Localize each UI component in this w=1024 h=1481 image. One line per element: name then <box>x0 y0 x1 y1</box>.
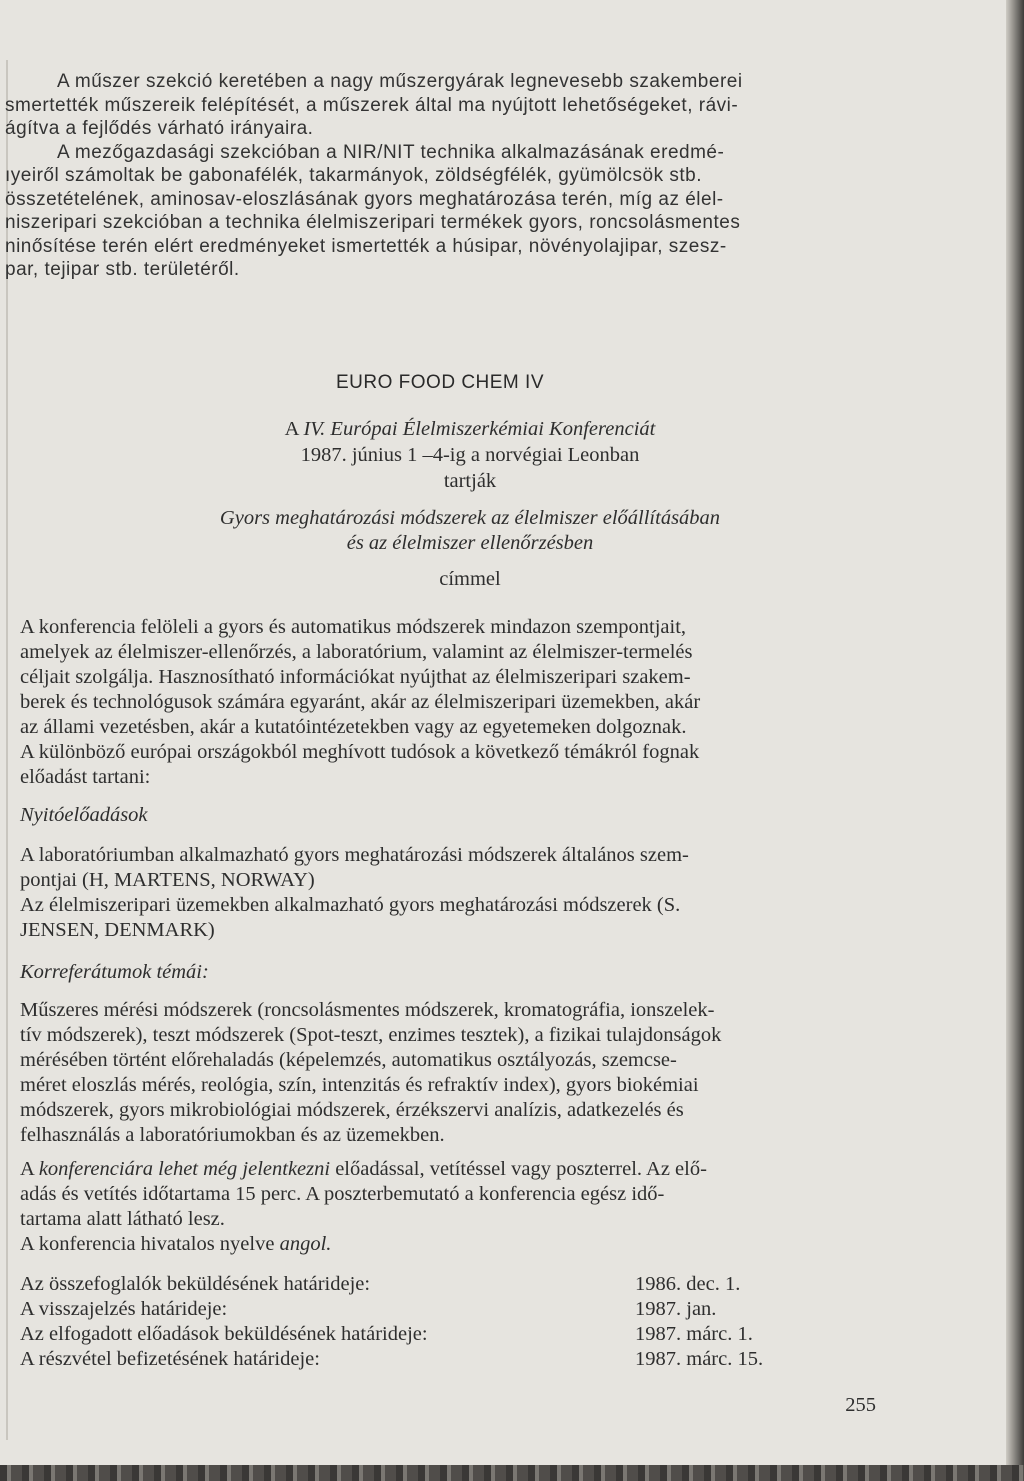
opening-line: JENSEN, DENMARK) <box>20 919 215 941</box>
section-heading: EURO FOOD CHEM IV <box>335 372 544 393</box>
announcement-prefix: A <box>284 418 304 440</box>
opening-list <box>20 843 878 943</box>
intro-line: A mezőgazdasági szekcióban a NIR/NIT technika alkalmazásának eredmé- <box>57 141 725 163</box>
intro-line: smertették műszereik felépítését, a műszerek által ma nyújtott lehetőségeket, rávi- <box>5 94 739 116</box>
opening-heading: Nyitóelőadások <box>20 804 148 826</box>
registration-line <box>20 1157 878 1182</box>
page-number: 255 <box>845 1394 876 1416</box>
language-prefix: A konferencia hivatalos nyelve <box>20 1233 280 1255</box>
intro-line: par, tejipar stb. területéről. <box>5 259 240 280</box>
deadline-date: 1987. márc. 15. <box>635 1348 764 1370</box>
page-binding-shadow <box>1006 0 1024 1481</box>
intro-line: ágítva a fejlődés várható irányaira. <box>5 118 314 139</box>
announcement-line-3: tartják <box>443 470 497 492</box>
registration-rest: előadással, vetítéssel vagy poszterrel. Az elő- <box>330 1158 707 1180</box>
topics-line: tív módszerek), teszt módszerek (Spot-teszt, enzimes tesztek), a fizikai tulajdonságok <box>20 1024 722 1046</box>
intro-line: niszeripari szekcióban a technika élelmiszeripari termékek gyors, roncsolásmentes <box>5 212 741 233</box>
announcement-line-2: 1987. június 1 –4-ig a norvégiai Leonban <box>300 444 640 466</box>
registration-paragraph <box>20 1157 878 1257</box>
announcement-line-4: címmel <box>439 568 501 590</box>
announcement-line-1 <box>60 417 880 442</box>
body-line: előadást tartani: <box>20 766 151 788</box>
intro-line: összetételének, aminosav-eloszlásának gyors meghatározása terén, míg az élel- <box>5 188 724 210</box>
conference-title-line-1: Gyors meghatározási módszerek az élelmiszer előállításában <box>219 507 721 529</box>
topics-line: módszerek, gyors mikrobiológiai módszerek, érzékszervi analízis, adatkezelés és <box>20 1099 684 1121</box>
deadline-row <box>20 1322 880 1347</box>
body-line: A különböző európai országokból meghívott tudósok a következő témákról fognak <box>20 741 700 763</box>
conference-name: IV. Európai Élelmiszerkémiai Konferenciát <box>303 418 656 440</box>
body-line: berek és technológusok számára egyaránt, akár az élelmiszeripari üzemekben, akár <box>20 691 701 713</box>
topics-paragraph <box>20 998 878 1148</box>
topics-line: Műszeres mérési módszerek (roncsolásmentes módszerek, kromatográfia, ionszelek- <box>20 999 715 1021</box>
deadline-row <box>20 1297 880 1322</box>
opening-line: pontjai (H, MARTENS, NORWAY) <box>20 869 315 891</box>
deadline-row <box>20 1347 880 1372</box>
conference-title-line-2: és az élelmiszer ellenőrzésben <box>346 532 594 554</box>
body-line: A konferencia felöleli a gyors és automatikus módszerek mindazon szempontjait, <box>20 616 687 638</box>
registration-prefix: A <box>20 1158 39 1180</box>
topics-line: mérésében történt előrehaladás (képelemzés, automatikus osztályozás, szemcse- <box>20 1049 677 1071</box>
deadline-label: A részvétel befizetésének határideje: <box>20 1348 320 1370</box>
deadline-label: A visszajelzés határideje: <box>20 1298 228 1320</box>
deadline-date: 1986. dec. 1. <box>635 1273 741 1295</box>
deadline-date: 1987. márc. 1. <box>635 1323 753 1345</box>
intro-line: ıyeiről számoltak be gabonafélék, takarmányok, zöldségfélék, gyümölcsök stb. <box>5 165 702 186</box>
deadline-table <box>20 1272 880 1372</box>
deadline-row <box>20 1272 880 1297</box>
topics-heading: Korreferátumok témái: <box>20 961 209 983</box>
registration-line: tartama alatt látható lesz. <box>20 1208 225 1230</box>
opening-line: A laboratóriumban alkalmazható gyors meghatározási módszerek általános szem- <box>20 844 689 866</box>
page-bottom-edge <box>0 1465 1024 1481</box>
body-line: az állami vezetésben, akár a kutatóintézetekben vagy az egyetemeken dolgoznak. <box>20 716 687 738</box>
deadline-label: Az összefoglalók beküldésének határideje: <box>20 1273 371 1295</box>
deadline-label: Az elfogadott előadások beküldésének határideje: <box>20 1323 428 1345</box>
intro-paragraph <box>5 70 877 282</box>
body-line: céljait szolgálja. Hasznosítható információkat nyújthat az élelmiszeripari szakem- <box>20 666 691 688</box>
topics-line: felhasználás a laboratóriumokban és az üzemekben. <box>20 1124 445 1146</box>
deadline-date: 1987. jan. <box>635 1298 717 1320</box>
intro-line: A műszer szekció keretében a nagy műszergyárak legnevesebb szakemberei <box>57 71 743 92</box>
official-language: angol. <box>279 1233 332 1255</box>
language-line <box>20 1232 878 1257</box>
topics-line: méret eloszlás mérés, reológia, szín, intenzitás és refraktív index), gyors biokémiai <box>20 1074 699 1096</box>
body-line: amelyek az élelmiszer-ellenőrzés, a laboratórium, valamint az élelmiszer-termelés <box>20 641 693 663</box>
opening-line: Az élelmiszeripari üzemekben alkalmazható gyors meghatározási módszerek (S. <box>20 894 681 916</box>
registration-emphasis: konferenciára lehet még jelentkezni <box>38 1158 331 1180</box>
body-paragraph <box>20 615 878 790</box>
intro-line: ninősítése terén elért eredményeket ismertették a húsipar, növényolajipar, szesz- <box>5 235 727 257</box>
registration-line: adás és vetítés időtartama 15 perc. A poszterbemutató a konferencia egész idő- <box>20 1183 665 1205</box>
